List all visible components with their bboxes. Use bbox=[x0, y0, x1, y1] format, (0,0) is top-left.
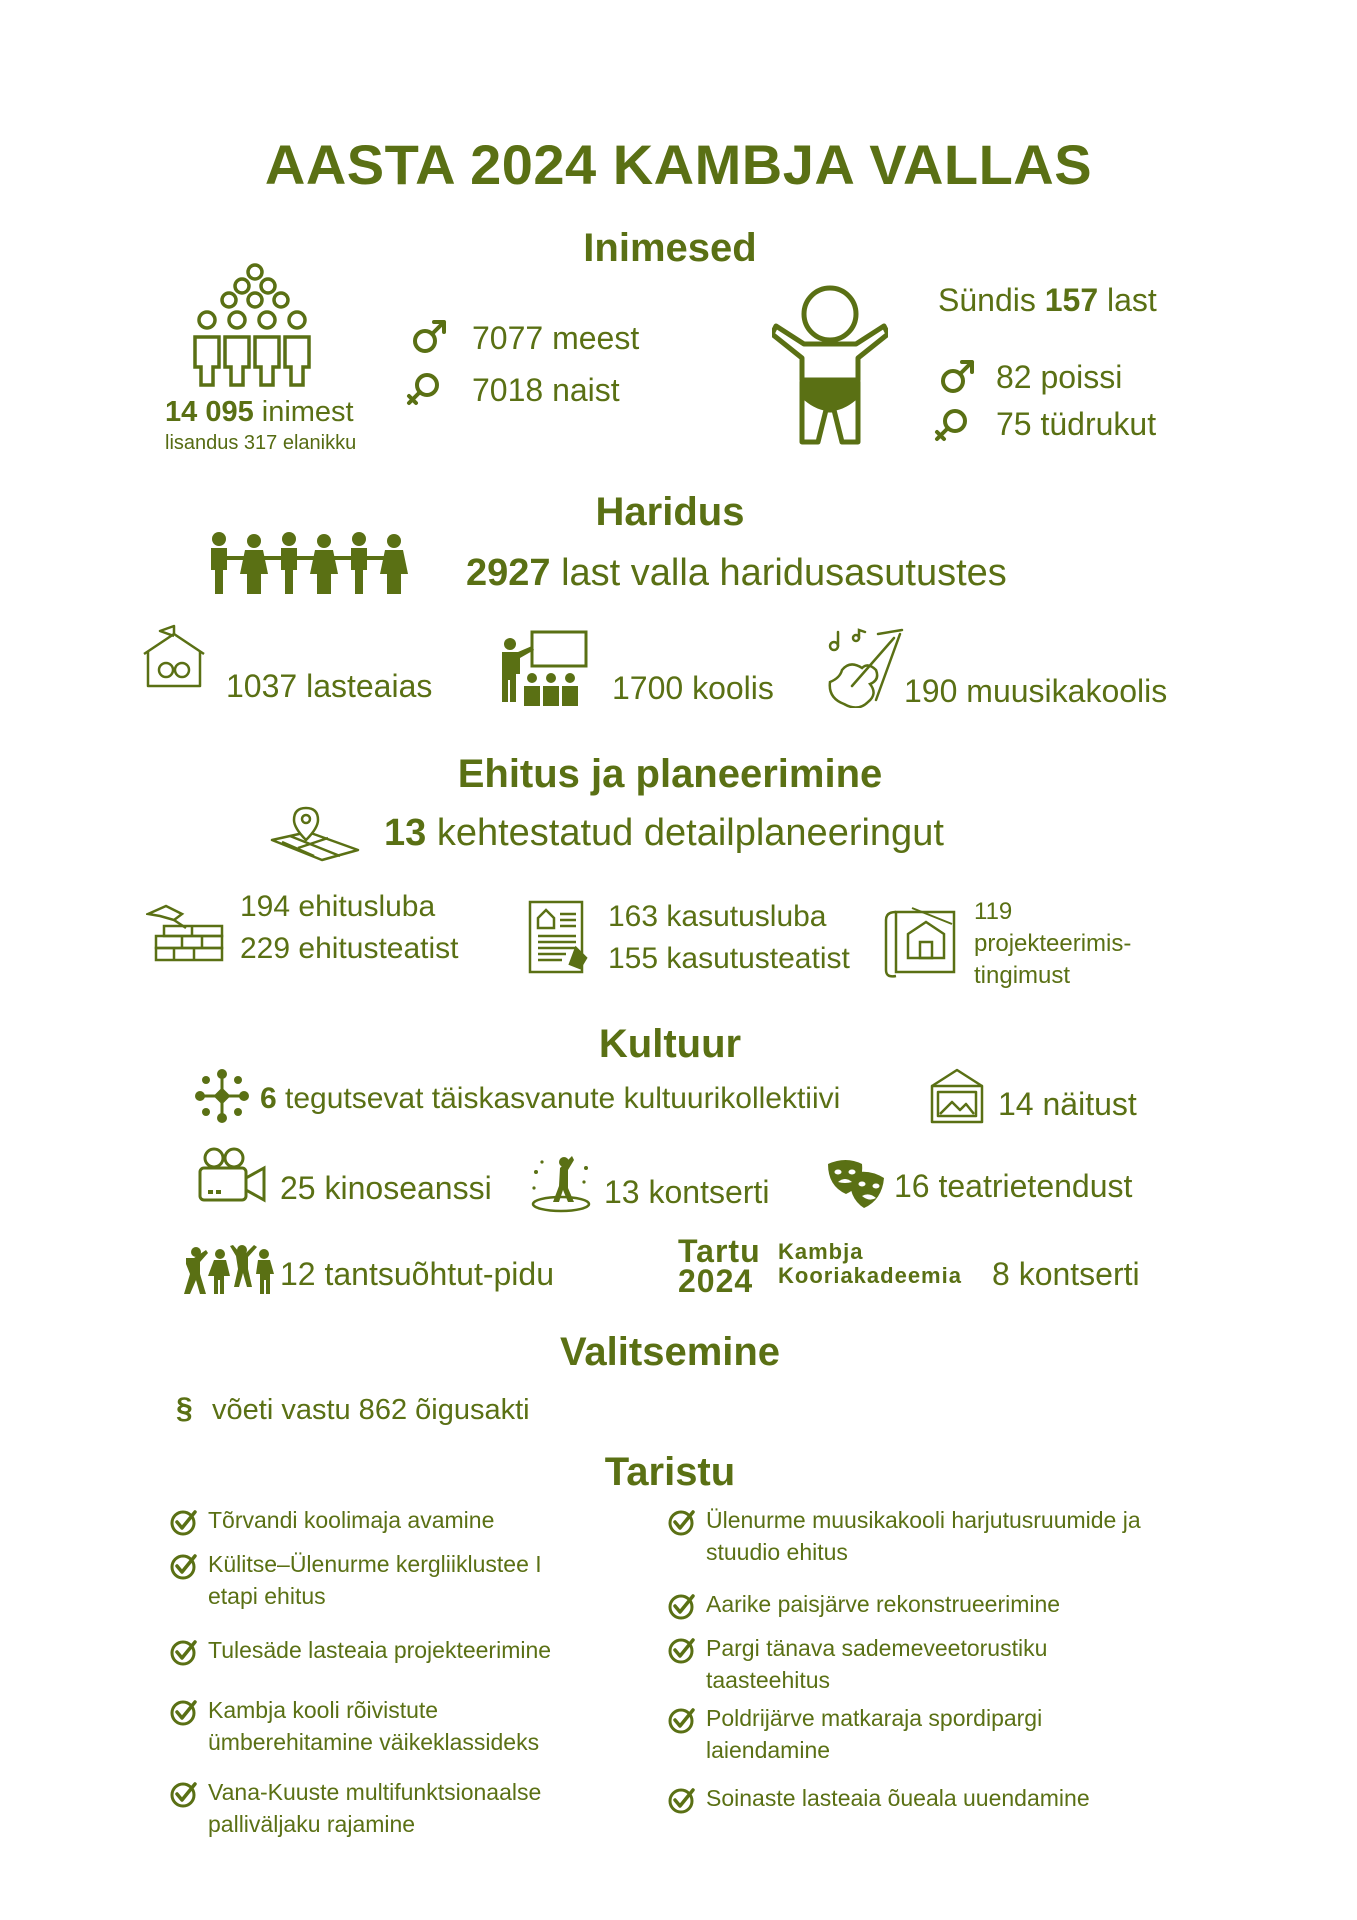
infrastructure-item: Tulesäde lasteaia projekteerimine bbox=[168, 1634, 608, 1667]
baby-icon bbox=[772, 282, 888, 446]
design-conditions-label-1: projekteerimis- bbox=[974, 930, 1132, 957]
female-icon bbox=[406, 372, 442, 408]
kindergarten-count: 1037 lasteaias bbox=[226, 668, 433, 704]
girls-count: 75 tüdrukut bbox=[996, 406, 1157, 442]
section-sign-icon: § bbox=[176, 1392, 193, 1425]
men-count: 7077 meest bbox=[472, 320, 640, 356]
kindergarten-icon bbox=[140, 624, 208, 688]
music-school-count: 190 muusikakoolis bbox=[904, 673, 1168, 709]
cinema-count: 25 kinoseanssi bbox=[280, 1170, 492, 1206]
map-pin-icon bbox=[268, 806, 362, 862]
concert-performer-icon bbox=[528, 1152, 594, 1214]
detail-plans-count: 13 kehtestatud detailplaneeringut bbox=[384, 812, 944, 854]
tartu-2024-logo bbox=[678, 1233, 761, 1299]
checkmark-icon bbox=[168, 1637, 198, 1667]
concerts-count: 13 kontserti bbox=[604, 1174, 770, 1210]
page-title: AASTA 2024 KAMBJA VALLAS bbox=[264, 133, 1093, 196]
population-note: lisandus 317 elanikku bbox=[165, 432, 357, 454]
tartu-logo-line-1: Tartu bbox=[678, 1233, 761, 1269]
section-heading-valitsemine: Valitsemine bbox=[559, 1330, 781, 1374]
section-heading-haridus: Haridus bbox=[595, 490, 745, 534]
section-heading-ehitus: Ehitus ja planeerimine bbox=[457, 752, 883, 796]
dance-events-count: 12 tantsuõhtut-pidu bbox=[280, 1256, 554, 1292]
female-icon bbox=[934, 408, 970, 444]
kooriakadeemia-logo bbox=[778, 1240, 962, 1288]
infrastructure-item: Ülenurme muusikakooli harjutusruumide ja stuudio ehitus bbox=[666, 1504, 1226, 1568]
checkmark-icon bbox=[666, 1785, 696, 1815]
theatre-count: 16 teatrietendust bbox=[894, 1168, 1133, 1204]
infrastructure-item: Tõrvandi koolimaja avamine bbox=[168, 1504, 608, 1537]
infrastructure-item: Poldrijärve matkaraja spordipargi laiendamine bbox=[666, 1702, 1226, 1766]
use-permits-count: 163 kasutusluba bbox=[608, 900, 827, 933]
male-icon bbox=[940, 360, 976, 396]
legal-acts-count: võeti vastu 862 õigusakti bbox=[212, 1394, 530, 1426]
infrastructure-item: Vana-Kuuste multifunktsionaalse palliväljaku rajamine bbox=[168, 1776, 608, 1840]
folk-ornament-icon bbox=[194, 1068, 250, 1124]
births-count: Sündis 157 last bbox=[938, 282, 1157, 318]
choir-concerts-count: 8 kontserti bbox=[992, 1256, 1140, 1292]
women-count: 7018 naist bbox=[472, 372, 620, 408]
checkmark-icon bbox=[666, 1507, 696, 1537]
classroom-icon bbox=[498, 630, 590, 706]
education-total: 2927 last valla haridusasutustes bbox=[466, 552, 1007, 594]
use-notices-count: 155 kasutusteatist bbox=[608, 942, 850, 975]
checkmark-icon bbox=[168, 1697, 198, 1727]
building-notices-count: 229 ehitusteatist bbox=[240, 932, 459, 965]
section-heading-kultuur: Kultuur bbox=[598, 1022, 742, 1066]
checkmark-icon bbox=[168, 1507, 198, 1537]
exhibition-picture-icon bbox=[928, 1068, 986, 1124]
checkmark-icon bbox=[168, 1779, 198, 1809]
population-count: 14 095 inimest bbox=[165, 396, 354, 428]
blueprint-icon bbox=[882, 904, 962, 978]
infrastructure-item: Külitse–Ülenurme kergliiklustee I etapi ehitus bbox=[168, 1548, 608, 1612]
infrastructure-item: Aarike paisjärve rekonstrueerimine bbox=[666, 1588, 1226, 1621]
male-icon bbox=[412, 320, 448, 356]
infrastructure-item: Soinaste lasteaia õueala uuendamine bbox=[666, 1782, 1226, 1815]
infrastructure-item: Pargi tänava sademeveetorustiku taasteehitus bbox=[666, 1632, 1226, 1696]
checkmark-icon bbox=[666, 1705, 696, 1735]
exhibitions-count: 14 näitust bbox=[998, 1086, 1137, 1122]
document-permit-icon bbox=[526, 898, 592, 976]
culture-collectives: 6 tegutsevat täiskasvanute kultuurikollektiivi bbox=[260, 1082, 841, 1115]
design-conditions-label-2: tingimust bbox=[974, 962, 1071, 989]
checkmark-icon bbox=[666, 1635, 696, 1665]
movie-camera-icon bbox=[196, 1146, 268, 1204]
children-holding-hands-icon bbox=[204, 530, 414, 596]
school-count: 1700 koolis bbox=[612, 670, 774, 706]
crowd-icon bbox=[185, 262, 325, 390]
section-heading-taristu: Taristu bbox=[604, 1450, 736, 1494]
building-permits-count: 194 ehitusluba bbox=[240, 890, 436, 923]
choir-logo-line-1: Kambja bbox=[778, 1239, 864, 1264]
checkmark-icon bbox=[666, 1591, 696, 1621]
choir-logo-line-2: Kooriakadeemia bbox=[778, 1263, 962, 1288]
design-conditions bbox=[974, 896, 1131, 992]
section-heading-inimesed: Inimesed bbox=[583, 226, 757, 270]
bricks-icon bbox=[146, 900, 226, 962]
theatre-masks-icon bbox=[826, 1158, 886, 1210]
tartu-logo-line-2: 2024 bbox=[678, 1263, 754, 1299]
checkmark-icon bbox=[168, 1551, 198, 1581]
dancers-icon bbox=[184, 1244, 274, 1296]
boys-count: 82 poissi bbox=[996, 359, 1123, 395]
violin-icon bbox=[822, 628, 906, 708]
design-conditions-value: 119 bbox=[974, 898, 1013, 925]
infrastructure-item: Kambja kooli rõivistute ümberehitamine väikeklassideks bbox=[168, 1694, 608, 1758]
